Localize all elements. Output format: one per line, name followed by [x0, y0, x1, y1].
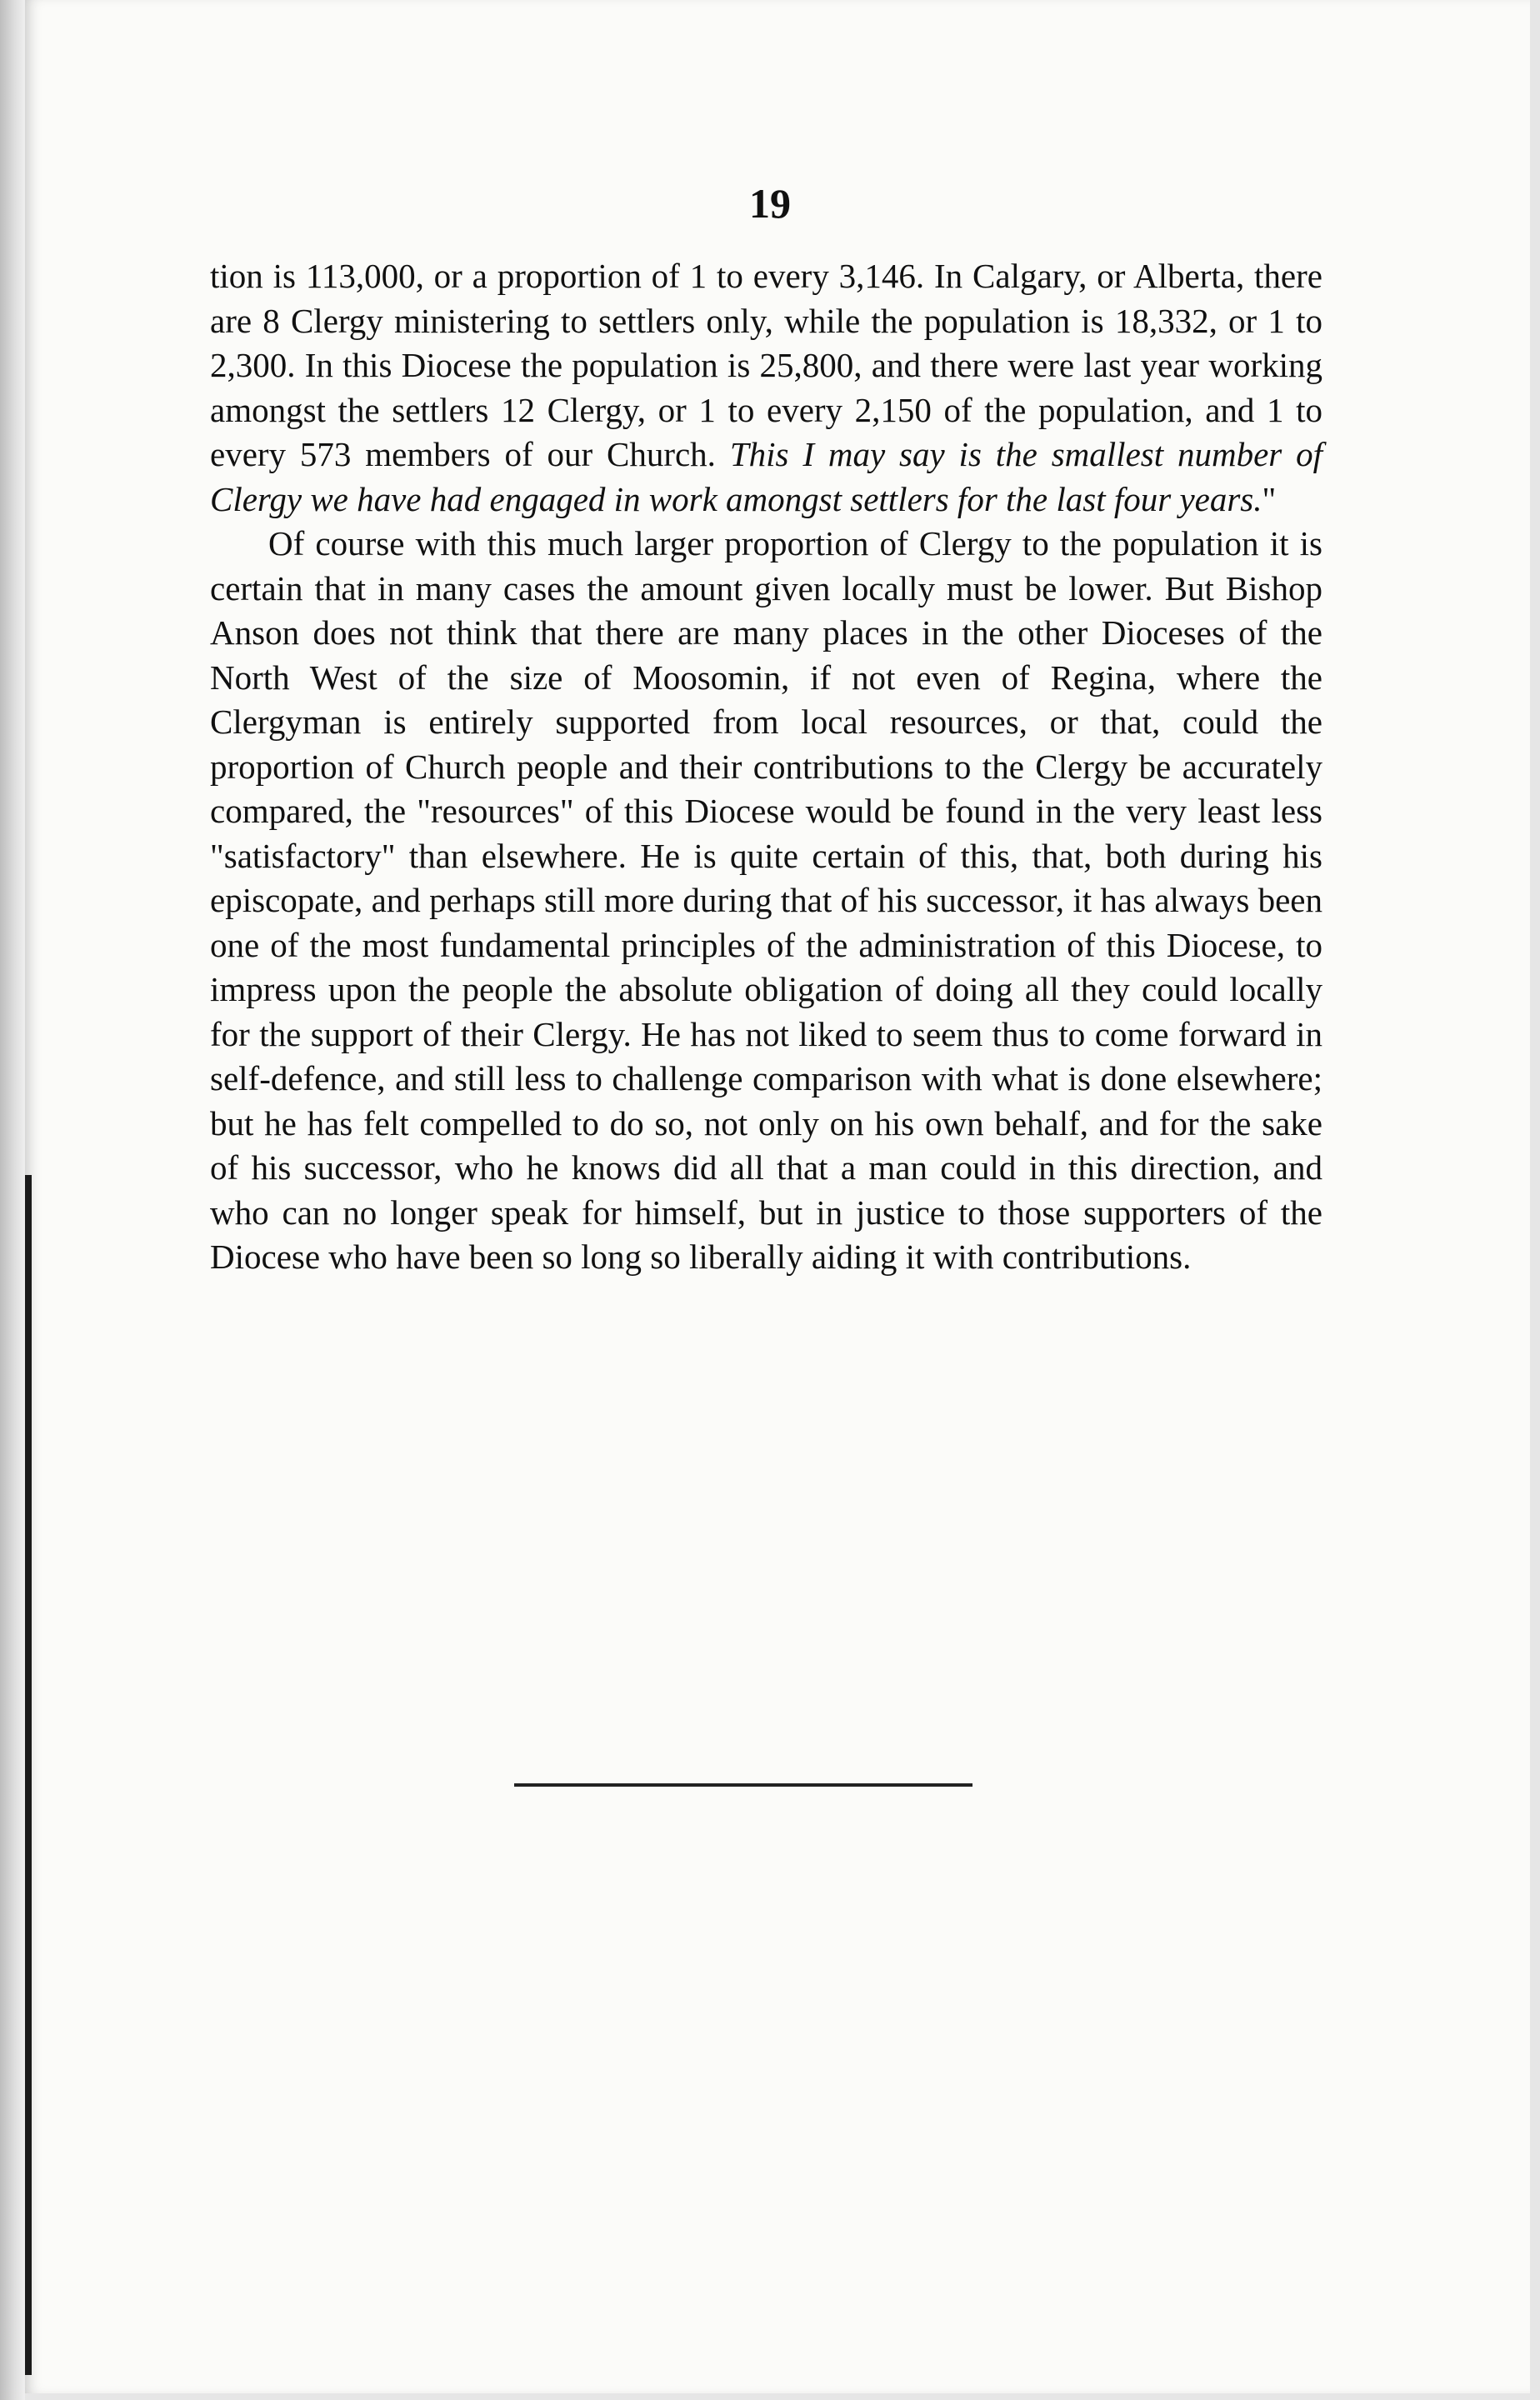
- paragraph-1: [210, 254, 1322, 522]
- paragraph-1-italic-quote: This I may say is the smallest number of Clergy we have had engaged in work amongst settlers for the last four years.: [210, 435, 1323, 518]
- paragraph-1-text: tion is 113,000, or a proportion of 1 to every 3,146. In Calgary, or Alberta, there are 8 Clergy ministering to settlers only, while the population is 18,332, or 1 to 2,300. In this Diocese the population is 25,800, and there were last year working amongst the settlers 12 Clergy, or 1 to every 2,150 of the population, and 1 to every 573 members of our Church.: [210, 257, 1322, 473]
- section-rule: [514, 1783, 972, 1787]
- body-text: [210, 254, 1322, 1280]
- page-edge-shadow: [0, 0, 25, 2400]
- paragraph-1-closing-quote: ": [1262, 479, 1277, 518]
- paragraph-2: Of course with this much larger proportion of Clergy to the population it is certain that in many cases the amount given locally must be lower. But Bishop Anson does not think that there are many places in the other Dioceses of the North West of the size of Moosomin, if not even of Regina, where the Clergyman is entirely supported from local resources, or that, could the proportion of Church people and their contributions to the Clergy be accurately compared, the "resources" of this Diocese would be found in the very least less "satisfactory" than elsewhere. He is quite certain of this, that, both during his episcopate, and perhaps still more during that of his successor, it has always been one of the most fundamental principles of the administration of this Diocese, to impress upon the people the absolute obligation of doing all they could locally for the support of their Clergy. He has not liked to seem thus to come forward in self-defence, and still less to challenge comparison with what is done elsewhere; but he has felt compelled to do so, not only on his own behalf, and for the sake of his successor, who he knows did all that a man could in this direction, and who can no longer speak for himself, but in justice to those supporters of the Diocese who have been so long so liberally aiding it with contributions.: [210, 524, 1322, 1276]
- page-number: 19: [749, 180, 791, 227]
- binding-edge: [25, 1175, 32, 2375]
